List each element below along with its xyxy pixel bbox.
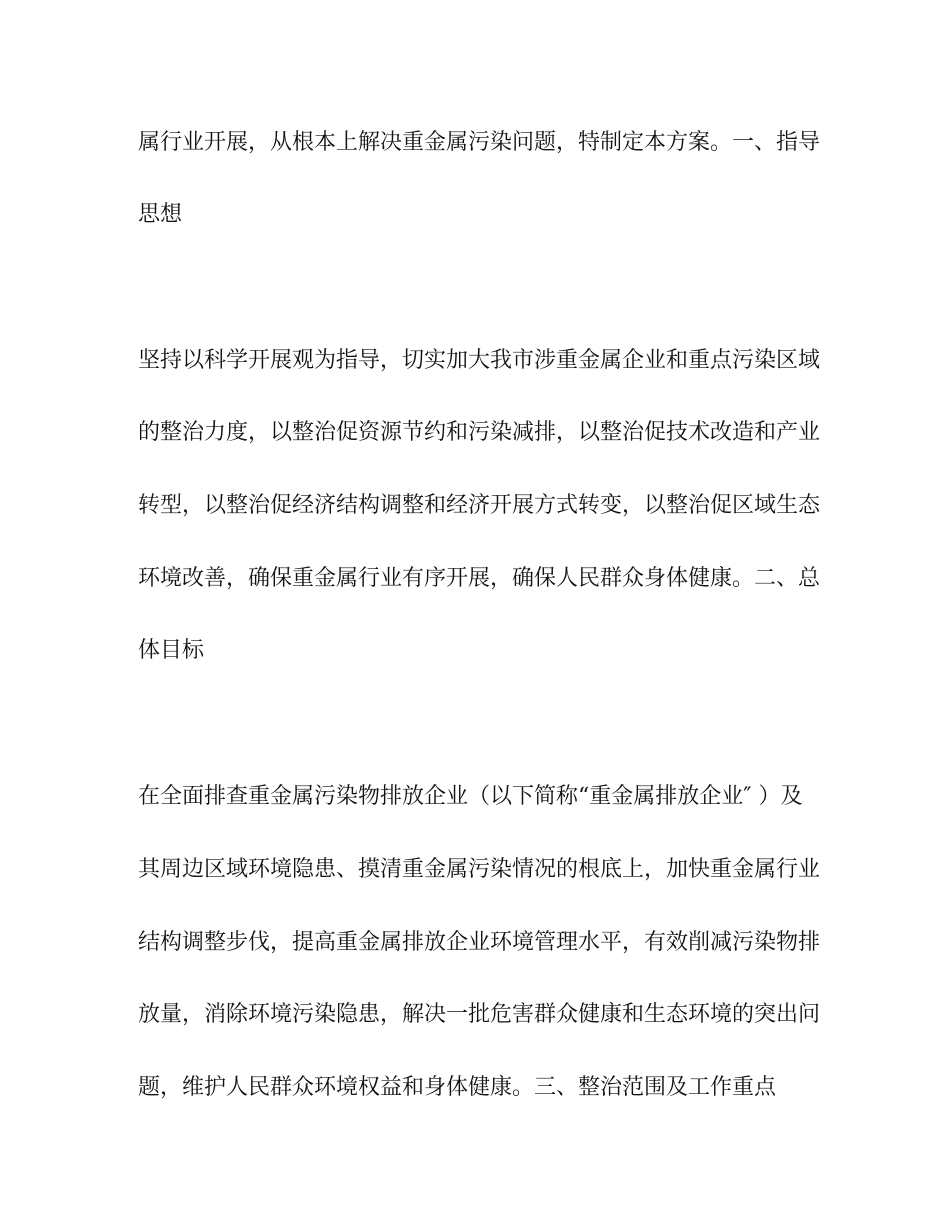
paragraph-3-line-1: 在全面排查重金属污染物排放企业（以下简称“重金属排放企业″ ）及 <box>138 784 803 809</box>
paragraph-3-line-2: 其周边区域环境隐患、摸清重金属污染情况的根底上，加快重金属行业 <box>138 857 821 882</box>
paragraph-2-line-3: 转型，以整治促经济结构调整和经济开展方式转变，以整治促区域生态 <box>138 493 821 518</box>
paragraph-3-line-4: 放量，消除环境污染隐患，解决一批危害群众健康和生态环境的突出问 <box>138 1002 821 1027</box>
paragraph-1-line-1: 属行业开展，从根本上解决重金属污染问题，特制定本方案。一、指导 <box>138 130 821 155</box>
paragraph-2-line-2: 的整治力度，以整治促资源节约和污染减排，以整治促技术改造和产业 <box>138 420 821 445</box>
paragraph-3-line-3: 结构调整步伐，提高重金属排放企业环境管理水平，有效削减污染物排 <box>138 930 821 955</box>
paragraph-2-line-5: 体目标 <box>138 638 205 663</box>
paragraph-3-line-5: 题，维护人民群众环境权益和身体健康。三、整治范围及工作重点 <box>138 1075 777 1100</box>
paragraph-2-line-4: 环境改善，确保重金属行业有序开展，确保人民群众身体健康。二、总 <box>138 566 821 591</box>
paragraph-1-line-2: 思想 <box>138 202 183 227</box>
paragraph-2-line-1: 坚持以科学开展观为指导，切实加大我市涉重金属企业和重点污染区域 <box>138 348 821 373</box>
